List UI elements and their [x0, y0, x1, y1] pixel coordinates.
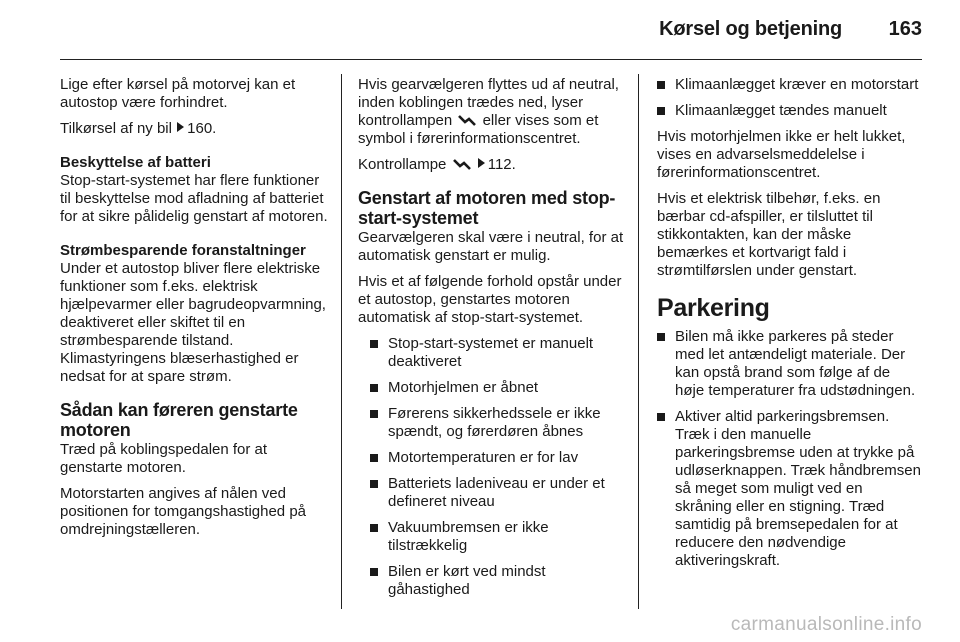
bullet-icon [370, 568, 378, 576]
list-item: Klimaanlægget kræver en motorstart [657, 76, 922, 94]
condition-list [657, 76, 922, 120]
paragraph: Hvis gearvælgeren flyttes ud af neutral, inden koblingen trædes ned, lyser kontrollampen eller vises som et symbol i førerinformationscentret. [358, 76, 619, 147]
list-item: Batteriets ladeniveau er under et defineret niveau [358, 475, 628, 511]
paragraph: Lige efter kørsel på motorvej kan et autostop være forhindret. [60, 76, 296, 111]
section-heading: Sådan kan føreren genstarte motoren [60, 400, 298, 440]
paragraph: Stop-start-systemet har flere funktioner til beskyttelse mod afladning af batteriet for at sikre pålidelig genstart af motoren. [60, 172, 328, 225]
list-item: Førerens sikkerhedssele er ikke spændt, og førerdøren åbnes [358, 405, 628, 441]
list-item: Klimaanlægget tændes manuelt [657, 102, 922, 120]
bullet-icon [657, 107, 665, 115]
arrow-icon [478, 158, 485, 168]
column-3 [657, 76, 922, 578]
bullet-icon [370, 384, 378, 392]
page-header [0, 0, 960, 62]
parking-list [657, 328, 922, 570]
bullet-icon [657, 413, 665, 421]
stop-start-lamp-icon [453, 158, 471, 171]
header-divider [60, 59, 922, 60]
list-item: Aktiver altid parkeringsbremsen. Træk i den manuelle parkeringsbremse uden at trykke på udløserknappen. Træk håndbremsen så meget som muligt ved en skråning eller en stigning. Træd samtidig på bremsepedalen for at reducere den nødvendige aktiveringskraft. [657, 408, 922, 570]
paragraph: Motorstarten angives af nålen ved positionen for tomgangshastighed på omdrejningstælleren. [60, 485, 307, 538]
bullet-icon [370, 480, 378, 488]
list-item: Motortemperaturen er for lav [358, 449, 628, 467]
bullet-icon [370, 340, 378, 348]
paragraph: Hvis et elektrisk tilbehør, f.eks. en bærbar cd-afspiller, er tilsluttet til stikkontakten, kan der måske bemærkes et kortvarigt fald i strømtilførslen under genstart. [657, 190, 881, 279]
paragraph: Kontrollampe 112. [358, 156, 516, 173]
page-title: Kørsel og betjening [659, 18, 842, 40]
watermark: carmanualsonline.info [730, 614, 922, 635]
list-item: Motorhjelmen er åbnet [358, 379, 628, 397]
list-item: Vakuumbremsen er ikke tilstrækkelig [358, 519, 628, 555]
page-reference[interactable]: 112. [487, 156, 516, 173]
paragraph: Træd på koblingspedalen for at genstarte motoren. [60, 441, 268, 476]
paragraph: Hvis et af følgende forhold opstår under et autostop, genstartes motoren automatisk af stop-start-systemet. [358, 273, 622, 326]
paragraph: Gearvælgeren skal være i neutral, for at automatisk genstart er mulig. [358, 229, 624, 264]
bullet-icon [370, 410, 378, 418]
list-item: Stop-start-systemet er manuelt deaktiveret [358, 335, 628, 371]
bullet-icon [657, 81, 665, 89]
bullet-icon [657, 333, 665, 341]
list-item: Bilen må ikke parkeres på steder med let antændeligt materiale. Der kan opstå brand som følge af de høje temperaturer fra udstødningen. [657, 328, 922, 400]
subheading: Beskyttelse af batteri [60, 154, 211, 171]
paragraph: Under et autostop bliver flere elektriske funktioner som f.eks. elektrisk hjælpevarmer eller bagrudeopvarmning, deaktiveret eller skiftet til en strømbesparende tilstand. Klimastyringens blæserhastighed er nedsat for at spare strøm. [60, 260, 326, 385]
paragraph: Hvis motorhjelmen ikke er helt lukket, vises en advarselsmeddelelse i førerinformationscentret. [657, 128, 906, 181]
condition-list [358, 335, 628, 599]
page-reference[interactable]: 160. [187, 120, 217, 137]
column-1 [60, 76, 328, 547]
section-heading: Genstart af motoren med stop-start-systemet [358, 188, 616, 228]
arrow-icon [177, 122, 184, 132]
chapter-heading: Parkering [657, 294, 770, 322]
paragraph: Tilkørsel af ny bil 160. [60, 120, 217, 137]
page-number: 163 [888, 18, 922, 40]
bullet-icon [370, 454, 378, 462]
column-2 [358, 76, 628, 607]
subheading: Strømbesparende foranstaltninger [60, 242, 306, 259]
stop-start-lamp-icon [458, 114, 476, 127]
bullet-icon [370, 524, 378, 532]
column-divider [341, 74, 342, 609]
column-divider [638, 74, 639, 609]
list-item: Bilen er kørt ved mindst gåhastighed [358, 563, 628, 599]
